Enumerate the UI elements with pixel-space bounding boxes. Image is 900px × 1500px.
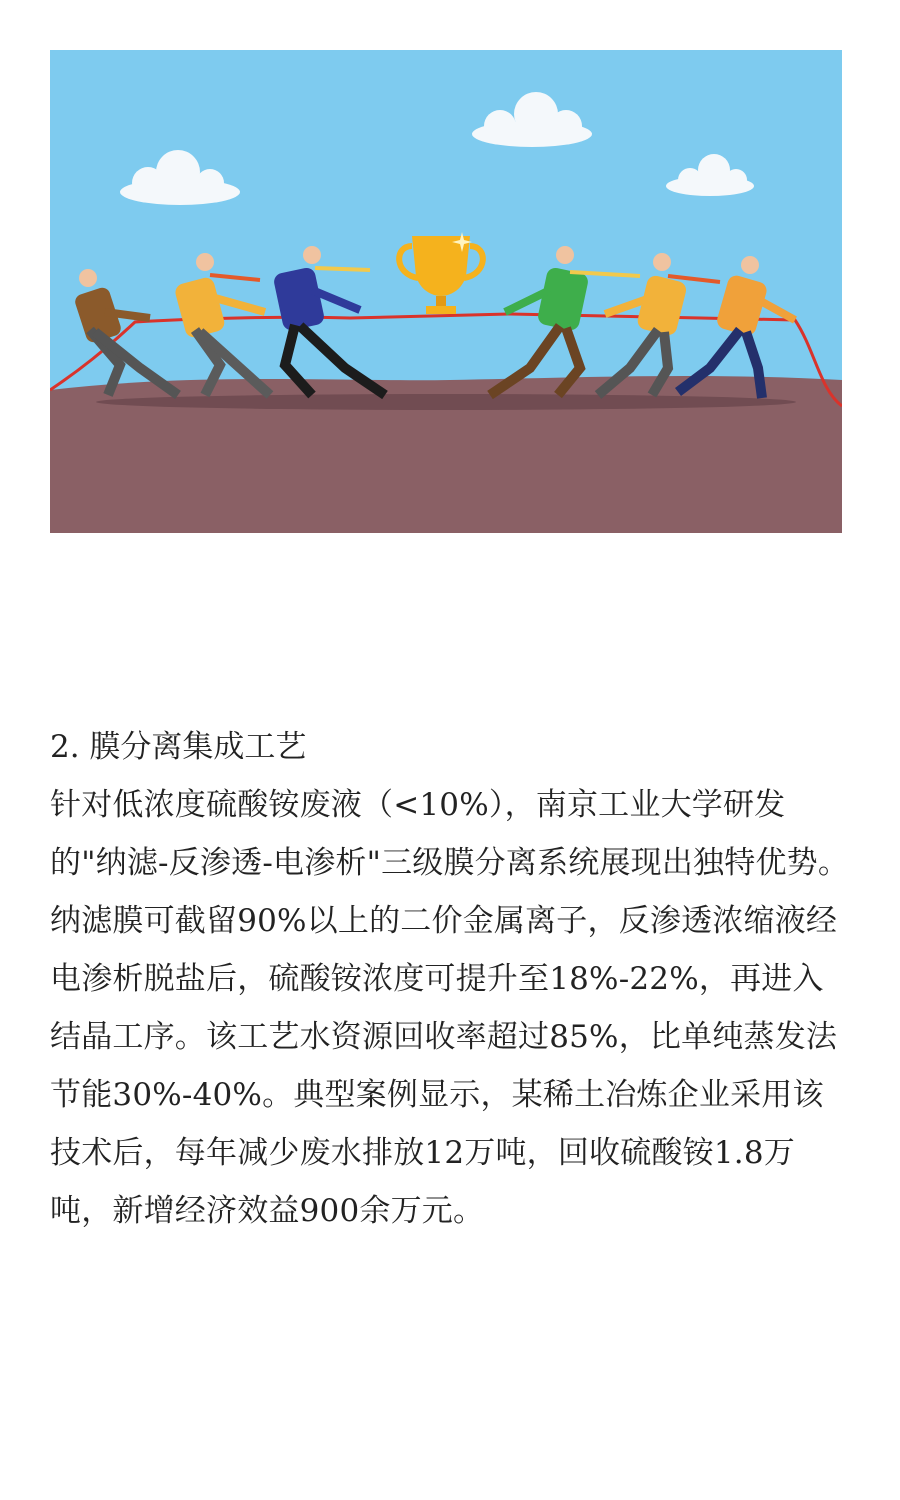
ground-shadow [96,394,796,410]
tug-of-war-illustration [50,50,842,533]
section-body: 针对低浓度硫酸铵废液（<10%），南京工业大学研发的"纳滤-反渗透-电渗析"三级膜分离系统展现出独特优势。纳滤膜可截留90%以上的二价金属离子，反渗透浓缩液经电渗析脱盐后，硫酸铵浓度可提升至18%-22%，再进入结晶工序。该工艺水资源回收率超过85%，比单纯蒸发法节能30%-40%。典型案例显示，某稀土冶炼企业采用该技术后，每年减少废水排放12万吨，回收硫酸铵1.8万吨，新增经济效益900余万元。 [50,787,850,1229]
article-section [50,718,850,1240]
section-heading: 2. 膜分离集成工艺 [50,729,307,765]
